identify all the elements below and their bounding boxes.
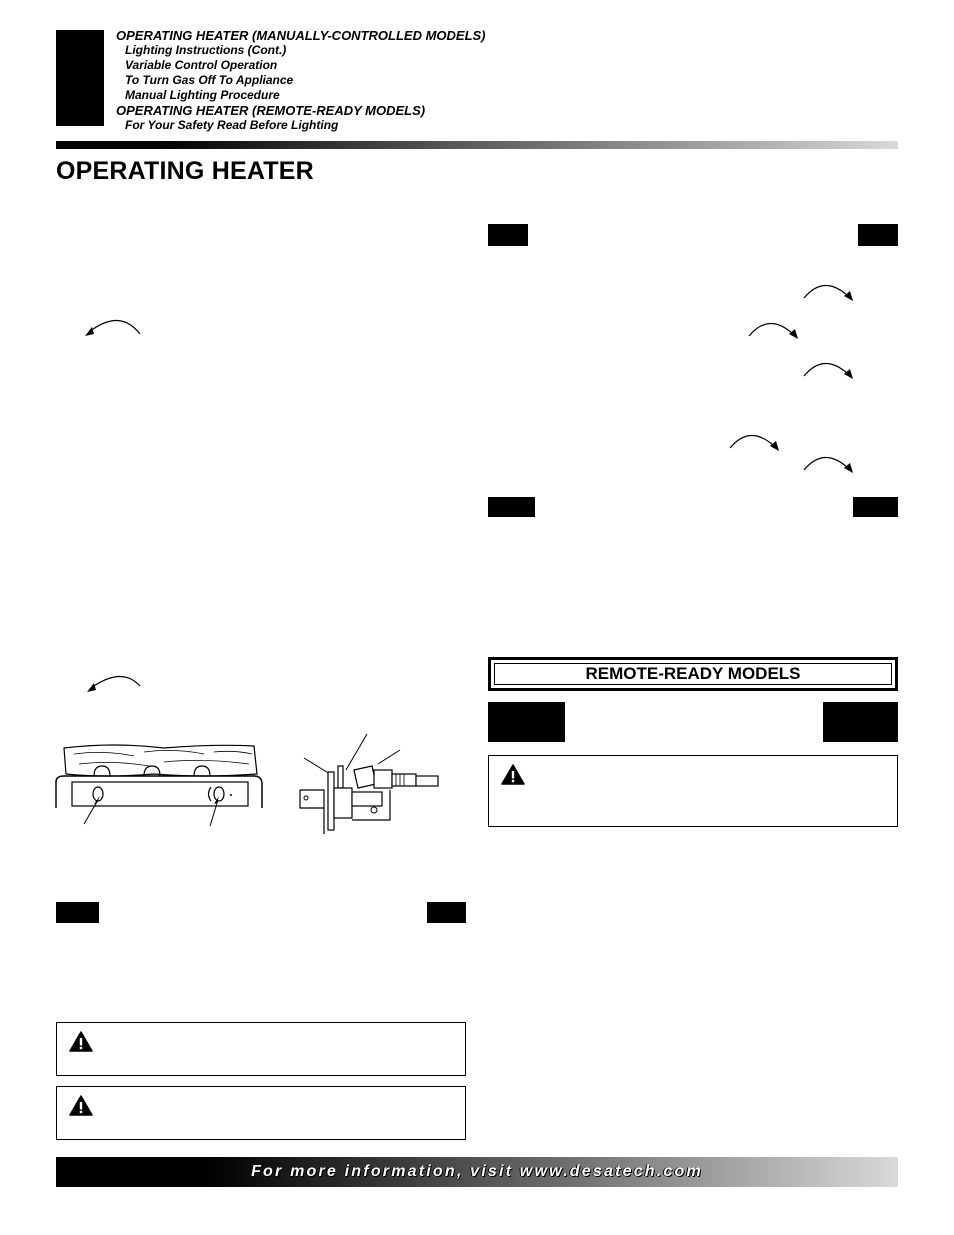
toc-item[interactable]: Lighting Instructions (Cont.) — [125, 43, 287, 57]
header-gradient-rule — [56, 141, 898, 149]
toc-section-manual[interactable]: OPERATING HEATER (MANUALLY-CONTROLLED MODELS) — [116, 28, 486, 43]
remote-ready-heading-box — [488, 657, 898, 691]
curved-arrow-icon — [745, 318, 801, 344]
label-block — [823, 702, 898, 742]
page-title: OPERATING HEATER — [56, 157, 314, 185]
curved-arrow-icon — [800, 452, 856, 478]
heater-controls-illustration — [54, 738, 274, 830]
warning-box — [56, 1022, 466, 1076]
curved-arrow-icon — [800, 358, 856, 384]
remote-ready-heading: REMOTE-READY MODELS — [494, 663, 892, 685]
label-block — [427, 902, 466, 923]
warning-triangle-icon — [69, 1031, 93, 1052]
label-block — [488, 702, 565, 742]
toc-item[interactable]: To Turn Gas Off To Appliance — [125, 73, 294, 87]
toc-item[interactable]: Variable Control Operation — [125, 58, 278, 72]
label-block — [488, 224, 528, 246]
label-block — [488, 497, 535, 517]
warning-box — [56, 1086, 466, 1140]
footer-text[interactable]: For more information, visit www.desatech.com — [251, 1163, 703, 1180]
label-block — [853, 497, 898, 517]
warning-box — [488, 755, 898, 827]
label-block — [858, 224, 898, 246]
curved-arrow-icon — [82, 670, 146, 698]
warning-triangle-icon — [501, 764, 525, 785]
warning-triangle-icon — [69, 1095, 93, 1116]
curved-arrow-icon — [800, 280, 856, 306]
pilot-assembly-illustration — [294, 730, 444, 834]
label-block — [56, 902, 99, 923]
footer-banner — [56, 1157, 898, 1187]
curved-arrow-icon — [80, 312, 144, 340]
toc-item[interactable]: Manual Lighting Procedure — [125, 88, 280, 102]
toc-section-remote[interactable]: OPERATING HEATER (REMOTE-READY MODELS) — [116, 103, 426, 118]
table-of-contents — [116, 28, 486, 133]
section-tab-marker — [56, 30, 104, 126]
toc-item[interactable]: For Your Safety Read Before Lighting — [125, 118, 339, 132]
curved-arrow-icon — [726, 430, 782, 456]
